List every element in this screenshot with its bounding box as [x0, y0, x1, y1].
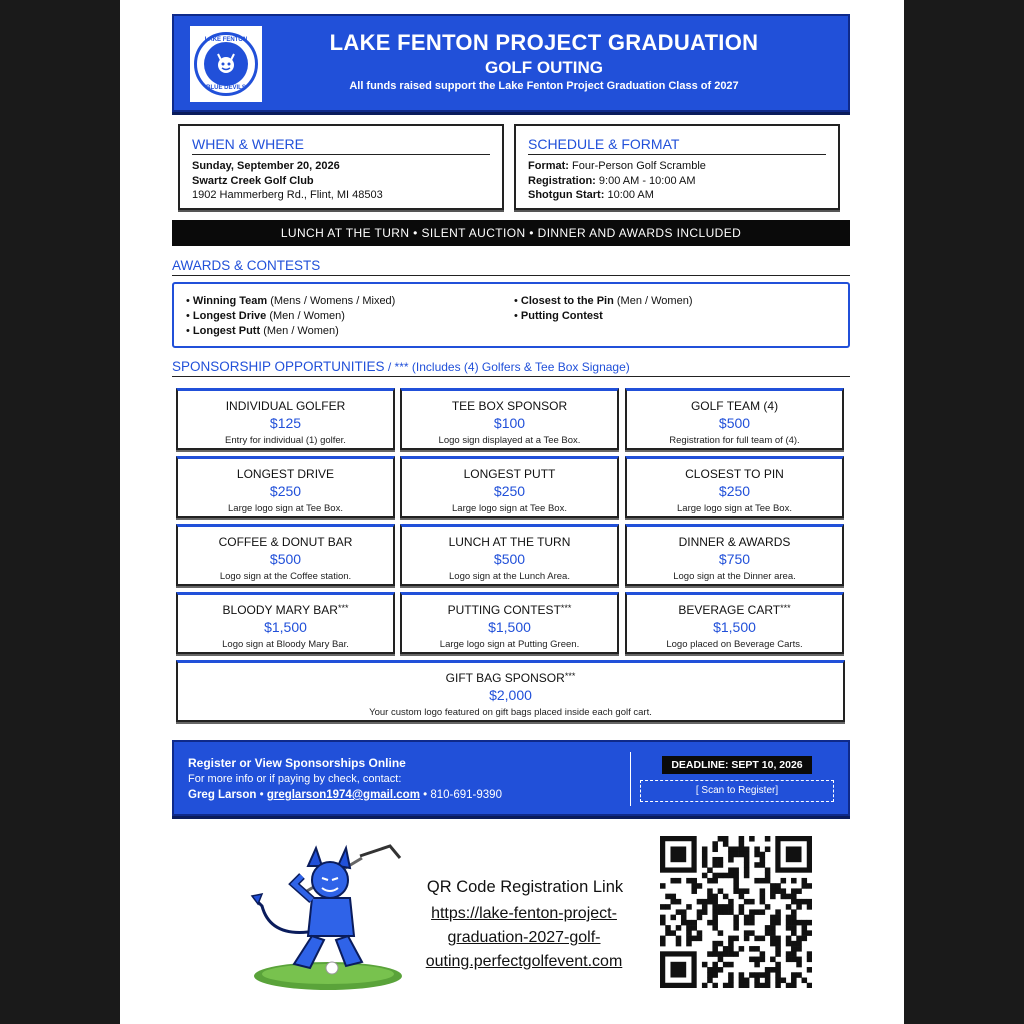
sponsor-desc: Logo sign displayed at a Tee Box. [438, 435, 581, 446]
included-band: LUNCH AT THE TURN • SILENT AUCTION • DINNER AND AWARDS INCLUDED [172, 220, 850, 246]
sponsor-name: LUNCH AT THE TURN [448, 535, 571, 549]
awards-title: AWARDS & CONTESTS [172, 258, 850, 276]
sponsor-card [625, 524, 844, 586]
logo-seal [194, 32, 258, 96]
sponsor-desc: Large logo sign at Tee Box. [677, 503, 792, 514]
sponsor-price: $750 [718, 551, 751, 567]
header-banner [172, 14, 850, 112]
sponsor-name: LONGEST DRIVE [236, 467, 335, 481]
golfing-devil-mascot-icon [250, 836, 410, 992]
sponsor-stars: *** [780, 603, 791, 613]
sponsor-price: $125 [269, 415, 302, 431]
header-note: All funds raised support the Lake Fenton Project Graduation Class of 2027 [349, 80, 739, 92]
awards-right-col [514, 294, 692, 324]
sponsor-card [400, 592, 619, 654]
sponsor-card [625, 388, 844, 450]
logo-top-text: LAKE FENTON [204, 37, 248, 43]
sponsorship-subtitle: / *** (Includes (4) Golfers & Tee Box Signage) [384, 360, 630, 374]
sponsor-desc: Logo sign at Bloody Mary Bar. [222, 639, 349, 650]
sponsor-desc: Entry for individual (1) golfer. [225, 435, 346, 446]
sponsor-name: CLOSEST TO PIN [685, 467, 784, 481]
sponsor-price: $250 [718, 483, 751, 499]
sponsorship-title: SPONSORSHIP OPPORTUNITIES / *** (Includes (4) Golfers & Tee Box Signage) [172, 359, 850, 377]
sponsor-price: $1,500 [488, 619, 531, 635]
logo-bottom-text: BLUE DEVILS [206, 85, 246, 91]
page-title: LAKE FENTON PROJECT GRADUATION [329, 30, 759, 55]
sponsor-name: GOLF TEAM (4) [690, 399, 779, 413]
devil-face-icon [204, 42, 248, 86]
sponsor-price: $500 [718, 415, 751, 431]
sponsor-desc: Large logo sign at Tee Box. [228, 503, 343, 514]
sponsor-card [176, 456, 395, 518]
sponsor-name: BEVERAGE CART [678, 603, 781, 617]
sponsor-name: LONGEST PUTT [463, 467, 556, 481]
awards-box [172, 282, 850, 348]
sponsor-desc: Large logo sign at Tee Box. [452, 503, 567, 514]
schedule-title: SCHEDULE & FORMAT [528, 136, 826, 155]
sponsor-price: $250 [269, 483, 302, 499]
sponsor-price: $100 [493, 415, 526, 431]
sponsor-name: INDIVIDUAL GOLFER [225, 399, 346, 413]
school-logo [190, 26, 262, 102]
sponsor-card [400, 524, 619, 586]
sponsor-desc: Logo sign at the Lunch Area. [449, 571, 570, 582]
format-line: Format: Four-Person Golf Scramble [528, 160, 706, 172]
contact-phone: 810-691-9390 [430, 789, 502, 801]
sponsor-price: $1,500 [264, 619, 307, 635]
registration-line: Registration: 9:00 AM - 10:00 AM [528, 174, 696, 187]
event-address: 1902 Hammerberg Rd., Flint, MI 48503 [192, 189, 383, 201]
when-where-box [178, 124, 504, 210]
gift-bag-name: GIFT BAG SPONSOR [445, 671, 565, 685]
sponsor-price: $1,500 [713, 619, 756, 635]
qr-registration-link[interactable]: https://lake-fenton-project-graduation-2027-golf-outing.perfectgolfevent.com [425, 905, 623, 970]
event-date: Sunday, September 20, 2026 [192, 160, 340, 172]
sponsor-price: $500 [269, 551, 302, 567]
sponsor-name: COFFEE & DONUT BAR [218, 535, 353, 549]
sponsor-card [400, 388, 619, 450]
register-text: Register or View Sponsorships Online [188, 756, 406, 770]
sponsor-price: $500 [493, 551, 526, 567]
award-item: • Longest Drive (Men / Women) [186, 310, 345, 322]
award-item: • Closest to the Pin (Men / Women) [514, 295, 693, 307]
sponsor-name: TEE BOX SPONSOR [451, 399, 568, 413]
sponsor-stars: *** [337, 603, 349, 613]
sponsor-desc: Large logo sign at Putting Green. [439, 639, 580, 650]
gift-bag-stars: *** [564, 671, 576, 681]
award-item: • Putting Contest [514, 310, 603, 322]
shotgun-line: Shotgun Start: 10:00 AM [528, 189, 654, 201]
flyer-page [120, 0, 904, 1024]
award-item: • Winning Team (Mens / Womens / Mixed) [186, 295, 396, 307]
sponsor-card [176, 592, 395, 654]
footer-banner [172, 740, 850, 816]
sponsor-card [176, 388, 395, 450]
sponsor-stars: *** [560, 603, 572, 613]
gift-bag-price: $2,000 [489, 687, 532, 703]
qr-label: QR Code Registration Link [426, 878, 624, 896]
qr-code-icon[interactable] [660, 836, 812, 988]
page-subtitle: GOLF OUTING [484, 58, 604, 77]
contact-line: Greg Larson • greglarson1974@gmail.com • 810-691-9390 [188, 789, 502, 801]
schedule-format-box [514, 124, 840, 210]
sponsor-card [625, 456, 844, 518]
sponsor-card [400, 456, 619, 518]
contact-name: Greg Larson [188, 789, 257, 801]
event-venue: Swartz Creek Golf Club [192, 174, 314, 187]
deadline-badge: DEADLINE: SEPT 10, 2026 [662, 756, 812, 774]
scan-to-register: [ Scan to Register] [640, 780, 834, 802]
sponsor-desc: Registration for full team of (4). [669, 435, 800, 446]
sponsor-desc: Logo placed on Beverage Carts. [666, 639, 803, 650]
gift-bag-desc: Your custom logo featured on gift bags placed inside each golf cart. [369, 707, 652, 718]
sponsor-name: BLOODY MARY BAR [222, 603, 338, 617]
gift-bag-card [176, 660, 845, 722]
when-where-title: WHEN & WHERE [192, 136, 490, 155]
sponsor-desc: Logo sign at the Coffee station. [219, 571, 352, 582]
award-item: • Longest Putt (Men / Women) [186, 325, 339, 337]
sponsor-name: PUTTING CONTEST [447, 603, 561, 617]
awards-left-col [186, 294, 395, 339]
more-info-text: For more info or if paying by check, contact: [188, 773, 402, 785]
sponsor-name: DINNER & AWARDS [678, 535, 791, 549]
footer-divider [630, 752, 631, 806]
sponsor-card [625, 592, 844, 654]
sponsor-price: $250 [493, 483, 526, 499]
contact-email-link[interactable]: greglarson1974@gmail.com [266, 789, 420, 801]
sponsor-desc: Logo sign at the Dinner area. [673, 571, 796, 582]
sponsor-card [176, 524, 395, 586]
